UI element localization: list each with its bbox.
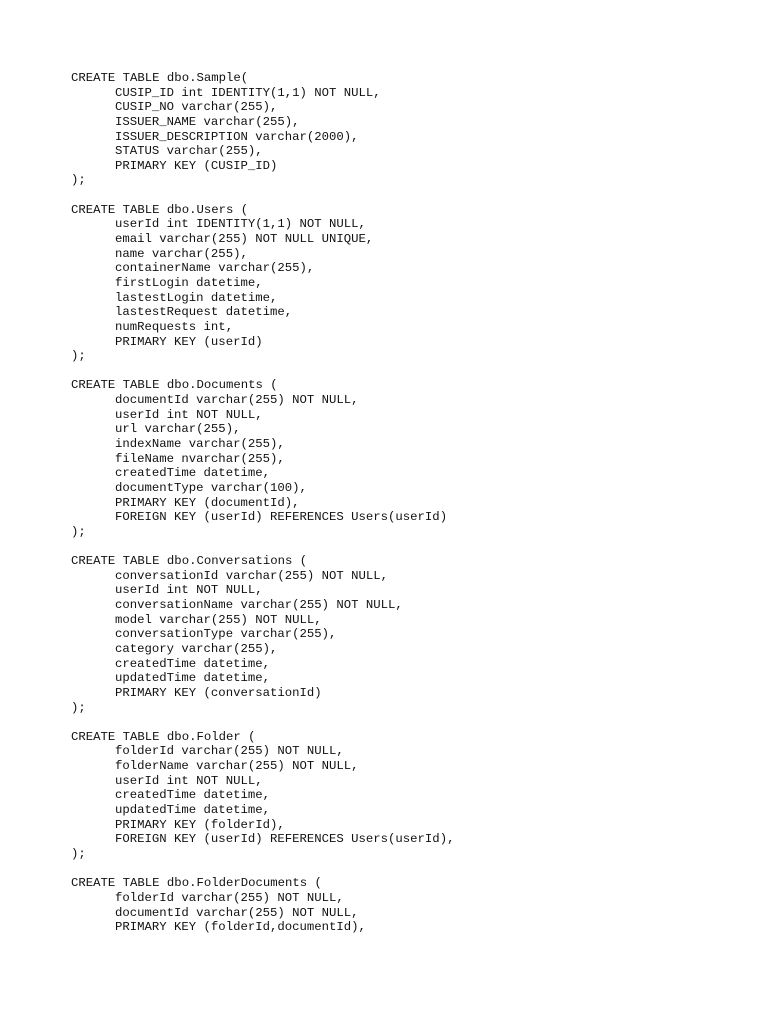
statement-terminator: ); [71,700,86,715]
column-definition-line: PRIMARY KEY (folderId,documentId), [115,920,366,935]
create-table-header: CREATE TABLE dbo.FolderDocuments ( [71,876,322,891]
column-definition-line: folderId varchar(255) NOT NULL, [115,890,344,905]
column-definition-line: ISSUER_DESCRIPTION varchar(2000), [115,129,359,144]
column-definition-line: containerName varchar(255), [115,261,315,276]
column-definition-line: name varchar(255), [115,246,248,261]
column-definition-line: model varchar(255) NOT NULL, [115,612,322,627]
column-definition-line: PRIMARY KEY (conversationId) [115,685,322,700]
column-definition-line: documentId varchar(255) NOT NULL, [115,905,359,920]
column-definition-line: updatedTime datetime, [115,671,270,686]
create-table-statement [71,730,751,862]
statement-terminator: ); [71,173,86,188]
column-definition-line: conversationName varchar(255) NOT NULL, [115,598,403,613]
column-definition-line: url varchar(255), [115,422,241,437]
column-definition-line: createdTime datetime, [115,656,270,671]
statement-terminator: ); [71,349,86,364]
column-definition-line: createdTime datetime, [115,466,270,481]
column-definition-line: updatedTime datetime, [115,803,270,818]
create-table-statement [71,554,751,715]
column-definition-line: folderName varchar(255) NOT NULL, [115,759,359,774]
create-table-header: CREATE TABLE dbo.Documents ( [71,378,278,393]
column-definition-line: lastestLogin datetime, [115,290,278,305]
create-table-header: CREATE TABLE dbo.Conversations ( [71,554,308,569]
column-definition-line: category varchar(255), [115,641,278,656]
column-definition-line: PRIMARY KEY (userId) [115,334,263,349]
column-definition-line: PRIMARY KEY (documentId), [115,495,300,510]
column-definition-line: userId int NOT NULL, [115,773,263,788]
column-definition-line: PRIMARY KEY (folderId), [115,817,285,832]
column-definition-line: CUSIP_ID int IDENTITY(1,1) NOT NULL, [115,85,381,100]
column-definition-line: email varchar(255) NOT NULL UNIQUE, [115,232,374,247]
column-definition-line: STATUS varchar(255), [115,144,263,159]
column-definition-line: createdTime datetime, [115,788,270,803]
create-table-header: CREATE TABLE dbo.Sample( [71,71,249,85]
column-definition-line: conversationType varchar(255), [115,627,337,642]
column-definition-line: documentId varchar(255) NOT NULL, [115,393,359,408]
column-definition-line: PRIMARY KEY (CUSIP_ID) [115,158,278,173]
column-definition-line: indexName varchar(255), [115,437,285,452]
column-definition-line: conversationId varchar(255) NOT NULL, [115,568,389,583]
statement-terminator: ); [71,524,86,539]
column-definition-line: ISSUER_NAME varchar(255), [115,114,300,129]
sql-code-listing [71,71,751,949]
create-table-statement [71,71,751,188]
column-definition-line: numRequests int, [115,319,234,334]
create-table-statement [71,876,751,935]
column-definition-line: userId int NOT NULL, [115,407,263,422]
column-definition-line: fileName nvarchar(255), [115,451,285,466]
column-definition-line: lastestRequest datetime, [115,305,293,320]
column-definition-line: CUSIP_NO varchar(255), [115,100,278,115]
column-definition-line: userId int NOT NULL, [115,583,263,598]
column-definition-line: documentType varchar(100), [115,480,307,495]
statement-terminator: ); [71,846,86,861]
create-table-statement [71,378,751,539]
create-table-statement [71,203,751,364]
create-table-header: CREATE TABLE dbo.Users ( [71,202,249,217]
column-definition-line: folderId varchar(255) NOT NULL, [115,744,344,759]
column-definition-line: userId int IDENTITY(1,1) NOT NULL, [115,217,366,232]
column-definition-line: firstLogin datetime, [115,275,263,290]
column-definition-line: FOREIGN KEY (userId) REFERENCES Users(userId), [115,832,455,847]
column-definition-line: FOREIGN KEY (userId) REFERENCES Users(userId) [115,510,448,525]
create-table-header: CREATE TABLE dbo.Folder ( [71,729,256,744]
